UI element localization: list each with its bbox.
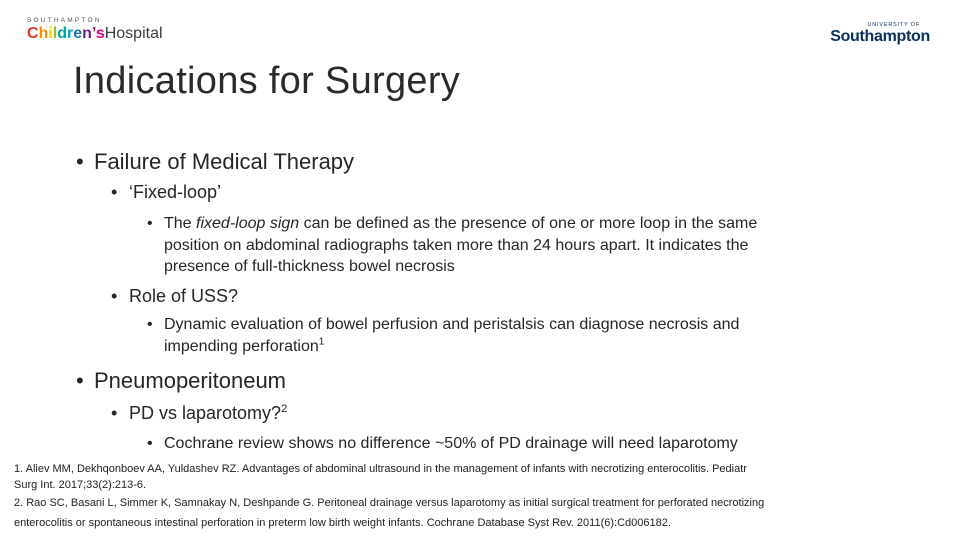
citation-1: 1 (318, 336, 325, 348)
logo-hospital-word: Hospital (104, 25, 163, 42)
childrens-hospital-logo (27, 17, 167, 43)
text-line2: position on abdominal radiographs taken more than 24 hours apart. It indicates the (164, 236, 749, 254)
bullet-fixed-loop-definition (147, 213, 757, 278)
bullet-marker: • (76, 149, 84, 174)
logo-brand-letter: l (52, 25, 58, 42)
bullet-text: ‘Fixed-loop’ (129, 182, 222, 202)
logo-brand-letter: ’ (91, 25, 96, 42)
logo-brand-letter: i (48, 25, 53, 42)
reference-1-line-1: 1. Aliev MM, Dekhqonboev AA, Yuldashev RZ. Advantages of abdominal ultrasound in the management of infants with necrotizing enterocolitis. Pediatr (14, 463, 747, 475)
bullet-text: Role of USS? (129, 286, 239, 306)
logo-left-main (27, 25, 163, 42)
bullet-marker: • (147, 435, 153, 452)
text-pre: The (164, 215, 197, 232)
reference-1-line-2: Surg Int. 2017;33(2):213-6. (14, 479, 147, 491)
text-line2-wrap (147, 336, 739, 358)
logo-brand-letter: h (38, 25, 49, 42)
bullet-pd-vs-laparotomy (111, 403, 287, 424)
bullet-text: PD vs laparotomy? (129, 403, 282, 423)
text-line1: Dynamic evaluation of bowel perfusion and peristalsis can diagnose necrosis and (164, 316, 740, 333)
bullet-pneumoperitoneum (76, 368, 286, 394)
references (14, 461, 954, 533)
logo-brand-letter: r (67, 25, 74, 42)
citation-2: 2 (281, 403, 288, 415)
logo-brand-letter: n (82, 25, 92, 42)
logo-brand-letter: e (73, 25, 83, 42)
bullet-marker: • (76, 368, 84, 393)
logo-left-top-text: SOUTHAMPTON (27, 17, 102, 24)
bullet-marker: • (111, 286, 118, 306)
logo-brand-word (27, 25, 105, 42)
reference-2-line-2: enterocolitis or spontaneous intestinal perforation in preterm low birth weight infants. Cochrane Database Syst Rev. 2011(6):Cd006182. (14, 517, 671, 529)
bullet-text: Pneumoperitoneum (94, 368, 287, 393)
text-emphasis: fixed-loop sign (196, 215, 300, 232)
bullet-text: Cochrane review shows no difference ~50% of PD drainage will need laparotomy (164, 435, 738, 452)
text-line1: can be defined as the presence of one or more loop in the same (299, 215, 758, 232)
slide-title: Indications for Surgery (73, 60, 461, 102)
logo-brand-letter: s (95, 25, 105, 42)
bullet-marker: • (147, 215, 153, 232)
logo-right-main-text: Southampton (830, 28, 930, 45)
bullet-marker: • (147, 316, 153, 333)
bullet-role-of-uss (111, 286, 238, 307)
reference-2-line-1: 2. Rao SC, Basani L, Simmer K, Samnakay N, Deshpande G. Peritoneal drainage versus laparotomy as initial surgical treatment for perforated necrotizing (14, 497, 765, 509)
bullet-failure-medical-therapy (76, 149, 354, 175)
bullet-marker: • (111, 182, 118, 202)
text-line2: impending perforation (164, 337, 319, 355)
bullet-text: Failure of Medical Therapy (94, 149, 355, 174)
bullet-marker: • (111, 403, 118, 423)
text-line3: presence of full-thickness bowel necrosis (164, 258, 455, 275)
bullet-dynamic-evaluation (147, 314, 739, 357)
logo-brand-letter: C (27, 25, 39, 42)
logo-right-top-text: UNIVERSITY OF (867, 22, 920, 28)
logo-brand-letter: d (57, 25, 68, 42)
bullet-fixed-loop (111, 182, 221, 203)
bullet-cochrane-review (147, 433, 738, 455)
university-of-southampton-logo (830, 22, 930, 48)
